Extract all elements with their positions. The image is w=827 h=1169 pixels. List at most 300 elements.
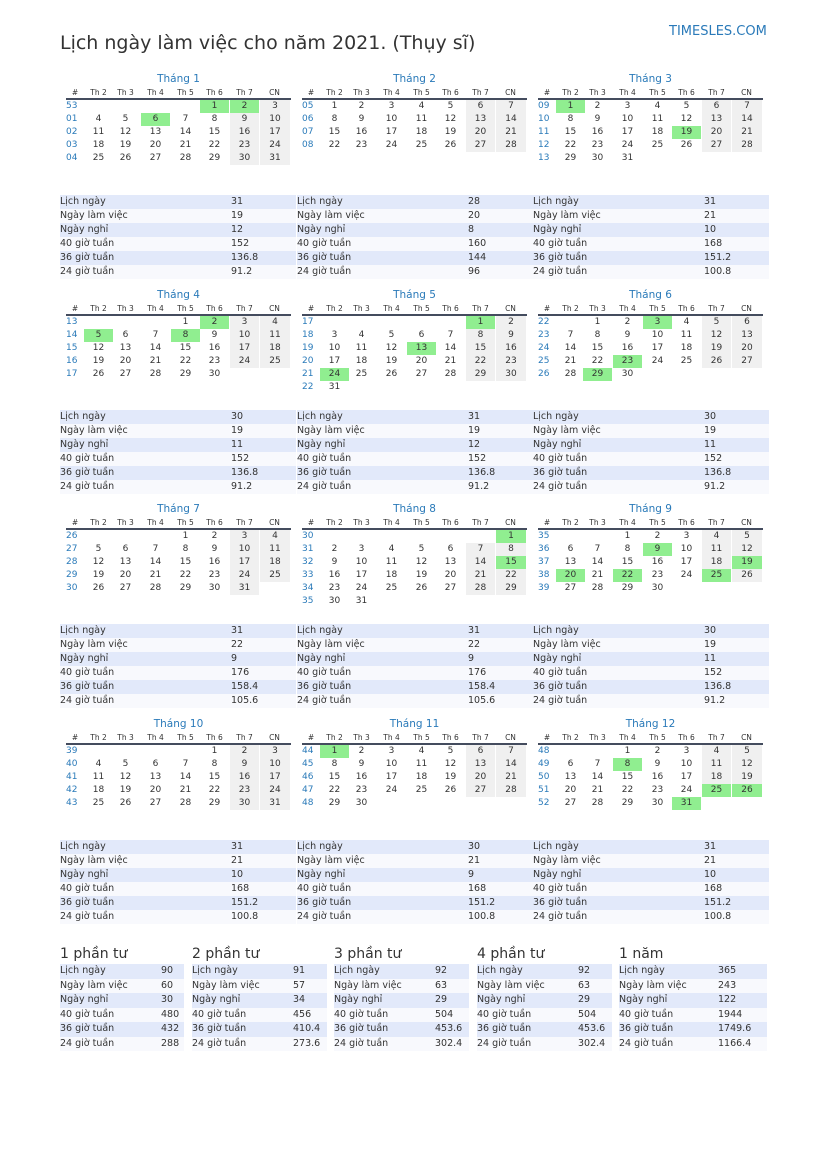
day-cell[interactable]: 13	[149, 772, 162, 782]
day-cell[interactable]	[672, 582, 701, 595]
day-cell[interactable]: 16	[496, 342, 526, 355]
day-cell[interactable]: 9	[624, 330, 631, 340]
day-cell[interactable]	[732, 797, 762, 810]
day-cell[interactable]: 7	[447, 330, 454, 340]
day-cell[interactable]: 6	[152, 759, 159, 769]
day-cell[interactable]: 20	[119, 570, 132, 580]
day-cell[interactable]: 18	[651, 127, 664, 137]
day-cell[interactable]: 23	[591, 140, 604, 150]
day-cell[interactable]: 23	[355, 140, 368, 150]
day-cell[interactable]: 14	[179, 127, 192, 137]
day-cell[interactable]: 19	[119, 785, 132, 795]
day-cell[interactable]: 13	[702, 113, 731, 126]
day-cell[interactable]: 25	[415, 785, 428, 795]
day-cell[interactable]: 22	[466, 355, 495, 368]
day-cell[interactable]: 16	[328, 570, 341, 580]
day-cell[interactable]: 7	[732, 100, 762, 113]
day-cell[interactable]: 17	[385, 127, 398, 137]
day-cell[interactable]: 29	[208, 153, 221, 163]
day-cell[interactable]: 2	[654, 531, 661, 541]
day-cell[interactable]: 28	[496, 784, 526, 797]
day-cell[interactable]: 18	[260, 556, 290, 569]
day-cell[interactable]: 30	[328, 596, 341, 606]
day-cell[interactable]: 11	[415, 114, 428, 124]
day-cell[interactable]: 29	[564, 153, 577, 163]
day-cell[interactable]: 13	[119, 343, 132, 353]
day-cell[interactable]	[732, 152, 762, 165]
day-cell[interactable]	[732, 582, 762, 595]
day-cell[interactable]: 5	[95, 544, 102, 554]
day-cell[interactable]: 6	[447, 544, 454, 554]
day-cell[interactable]: 25	[92, 798, 105, 808]
day-cell[interactable]: 30	[355, 798, 368, 808]
day-cell[interactable]: 26	[444, 140, 457, 150]
day-cell[interactable]: 10	[680, 544, 693, 554]
day-cell[interactable]: 19	[92, 570, 105, 580]
day-cell[interactable]: 24	[651, 356, 664, 366]
day-cell[interactable]: 19	[702, 342, 731, 355]
day-cell[interactable]: 4	[702, 745, 731, 758]
day-cell[interactable]: 27	[149, 153, 162, 163]
day-cell[interactable]: 15	[179, 343, 192, 353]
day-cell[interactable]: 10	[355, 557, 368, 567]
day-cell[interactable]	[111, 100, 140, 113]
day-cell[interactable]	[377, 595, 406, 608]
day-cell[interactable]: 16	[355, 127, 368, 137]
holiday-day-cell[interactable]: 26	[732, 784, 762, 797]
day-cell[interactable]	[643, 368, 672, 381]
day-cell[interactable]: 18	[385, 570, 398, 580]
day-cell[interactable]: 16	[230, 771, 259, 784]
day-cell[interactable]: 14	[149, 557, 162, 567]
day-cell[interactable]: 6	[122, 544, 129, 554]
day-cell[interactable]: 21	[591, 785, 604, 795]
day-cell[interactable]: 25	[355, 369, 368, 379]
day-cell[interactable]: 27	[564, 583, 577, 593]
day-cell[interactable]: 21	[149, 356, 162, 366]
day-cell[interactable]	[111, 530, 140, 543]
day-cell[interactable]: 26	[385, 369, 398, 379]
day-cell[interactable]	[347, 381, 376, 394]
day-cell[interactable]: 8	[496, 543, 526, 556]
day-cell[interactable]: 10	[260, 758, 290, 771]
day-cell[interactable]: 9	[358, 759, 365, 769]
holiday-day-cell[interactable]: 3	[643, 316, 672, 329]
day-cell[interactable]: 8	[624, 544, 631, 554]
day-cell[interactable]	[496, 797, 526, 810]
holiday-day-cell[interactable]: 20	[556, 569, 585, 582]
day-cell[interactable]: 20	[466, 771, 495, 784]
day-cell[interactable]	[141, 745, 170, 758]
day-cell[interactable]: 2	[624, 317, 631, 327]
day-cell[interactable]	[260, 582, 290, 595]
day-cell[interactable]: 3	[388, 746, 395, 756]
day-cell[interactable]: 26	[680, 140, 693, 150]
holiday-day-cell[interactable]: 1	[556, 100, 585, 113]
day-cell[interactable]: 2	[654, 746, 661, 756]
day-cell[interactable]: 19	[444, 772, 457, 782]
day-cell[interactable]: 20	[564, 785, 577, 795]
day-cell[interactable]: 20	[149, 785, 162, 795]
day-cell[interactable]: 2	[331, 544, 338, 554]
day-cell[interactable]: 25	[92, 153, 105, 163]
day-cell[interactable]	[732, 368, 762, 381]
day-cell[interactable]: 6	[567, 544, 574, 554]
day-cell[interactable]: 22	[328, 785, 341, 795]
day-cell[interactable]	[702, 797, 731, 810]
day-cell[interactable]: 29	[328, 798, 341, 808]
day-cell[interactable]: 11	[92, 772, 105, 782]
day-cell[interactable]: 22	[591, 356, 604, 366]
holiday-day-cell[interactable]: 19	[732, 556, 762, 569]
day-cell[interactable]: 4	[95, 759, 102, 769]
day-cell[interactable]	[141, 530, 170, 543]
day-cell[interactable]: 27	[119, 583, 132, 593]
day-cell[interactable]: 18	[415, 127, 428, 137]
day-cell[interactable]: 12	[119, 772, 132, 782]
day-cell[interactable]: 10	[680, 759, 693, 769]
holiday-day-cell[interactable]: 1	[496, 530, 526, 543]
day-cell[interactable]: 23	[230, 139, 259, 152]
day-cell[interactable]: 17	[355, 570, 368, 580]
day-cell[interactable]: 12	[732, 543, 762, 556]
day-cell[interactable]: 16	[651, 557, 664, 567]
day-cell[interactable]: 15	[591, 343, 604, 353]
day-cell[interactable]	[347, 530, 376, 543]
day-cell[interactable]	[171, 745, 200, 758]
day-cell[interactable]: 15	[621, 557, 634, 567]
day-cell[interactable]: 13	[564, 772, 577, 782]
day-cell[interactable]: 20	[466, 126, 495, 139]
day-cell[interactable]: 11	[415, 759, 428, 769]
day-cell[interactable]: 2	[358, 746, 365, 756]
day-cell[interactable]	[320, 316, 349, 329]
day-cell[interactable]: 8	[594, 330, 601, 340]
day-cell[interactable]: 12	[680, 114, 693, 124]
day-cell[interactable]: 1	[331, 101, 338, 111]
day-cell[interactable]	[556, 316, 585, 329]
day-cell[interactable]: 11	[651, 114, 664, 124]
day-cell[interactable]: 5	[122, 759, 129, 769]
day-cell[interactable]: 21	[466, 569, 495, 582]
day-cell[interactable]	[436, 797, 465, 810]
day-cell[interactable]: 3	[388, 101, 395, 111]
day-cell[interactable]: 16	[591, 127, 604, 137]
day-cell[interactable]: 10	[230, 329, 259, 342]
day-cell[interactable]: 8	[331, 759, 338, 769]
day-cell[interactable]: 22	[179, 570, 192, 580]
day-cell[interactable]: 14	[591, 557, 604, 567]
day-cell[interactable]: 24	[621, 140, 634, 150]
day-cell[interactable]	[466, 381, 495, 394]
day-cell[interactable]	[466, 797, 495, 810]
day-cell[interactable]: 29	[179, 583, 192, 593]
day-cell[interactable]: 14	[732, 113, 762, 126]
day-cell[interactable]: 23	[496, 355, 526, 368]
day-cell[interactable]: 9	[331, 557, 338, 567]
day-cell[interactable]: 31	[260, 797, 290, 810]
day-cell[interactable]: 18	[702, 556, 731, 569]
day-cell[interactable]: 3	[683, 531, 690, 541]
day-cell[interactable]: 4	[418, 101, 425, 111]
day-cell[interactable]: 6	[122, 330, 129, 340]
day-cell[interactable]: 3	[230, 530, 259, 543]
day-cell[interactable]: 7	[182, 114, 189, 124]
day-cell[interactable]: 12	[415, 557, 428, 567]
day-cell[interactable]: 4	[260, 530, 290, 543]
day-cell[interactable]: 31	[230, 582, 259, 595]
day-cell[interactable]: 24	[230, 355, 259, 368]
day-cell[interactable]	[556, 530, 585, 543]
day-cell[interactable]: 13	[149, 127, 162, 137]
day-cell[interactable]: 21	[496, 126, 526, 139]
day-cell[interactable]: 30	[208, 369, 221, 379]
day-cell[interactable]	[230, 368, 259, 381]
holiday-day-cell[interactable]: 13	[407, 342, 436, 355]
day-cell[interactable]: 21	[179, 785, 192, 795]
day-cell[interactable]: 28	[496, 139, 526, 152]
day-cell[interactable]: 8	[182, 544, 189, 554]
day-cell[interactable]: 1	[211, 746, 218, 756]
day-cell[interactable]: 31	[328, 382, 341, 392]
day-cell[interactable]: 27	[466, 139, 495, 152]
day-cell[interactable]: 15	[328, 127, 341, 137]
day-cell[interactable]: 22	[208, 785, 221, 795]
day-cell[interactable]: 13	[119, 557, 132, 567]
day-cell[interactable]: 3	[624, 101, 631, 111]
day-cell[interactable]: 28	[591, 583, 604, 593]
day-cell[interactable]	[407, 595, 436, 608]
day-cell[interactable]: 22	[328, 140, 341, 150]
day-cell[interactable]: 12	[92, 557, 105, 567]
day-cell[interactable]: 25	[415, 140, 428, 150]
day-cell[interactable]	[111, 745, 140, 758]
holiday-day-cell[interactable]: 1	[466, 316, 495, 329]
day-cell[interactable]: 27	[119, 369, 132, 379]
day-cell[interactable]	[436, 316, 465, 329]
day-cell[interactable]: 7	[496, 745, 526, 758]
day-cell[interactable]: 24	[230, 569, 259, 582]
holiday-day-cell[interactable]: 9	[643, 543, 672, 556]
day-cell[interactable]: 18	[355, 356, 368, 366]
holiday-day-cell[interactable]: 23	[613, 355, 642, 368]
day-cell[interactable]: 5	[447, 101, 454, 111]
day-cell[interactable]: 12	[444, 114, 457, 124]
day-cell[interactable]: 12	[119, 127, 132, 137]
day-cell[interactable]: 4	[702, 530, 731, 543]
day-cell[interactable]: 25	[651, 140, 664, 150]
day-cell[interactable]: 11	[702, 543, 731, 556]
day-cell[interactable]: 27	[466, 784, 495, 797]
day-cell[interactable]: 20	[149, 140, 162, 150]
day-cell[interactable]: 10	[230, 543, 259, 556]
day-cell[interactable]: 2	[594, 101, 601, 111]
day-cell[interactable]: 25	[680, 356, 693, 366]
day-cell[interactable]: 25	[260, 355, 290, 368]
day-cell[interactable]: 13	[444, 557, 457, 567]
day-cell[interactable]	[436, 381, 465, 394]
day-cell[interactable]	[496, 381, 526, 394]
day-cell[interactable]: 14	[444, 343, 457, 353]
day-cell[interactable]: 18	[260, 342, 290, 355]
day-cell[interactable]: 12	[385, 343, 398, 353]
day-cell[interactable]: 5	[418, 544, 425, 554]
day-cell[interactable]: 1	[594, 317, 601, 327]
day-cell[interactable]: 4	[418, 746, 425, 756]
day-cell[interactable]: 30	[496, 368, 526, 381]
day-cell[interactable]: 14	[149, 343, 162, 353]
day-cell[interactable]	[702, 368, 731, 381]
day-cell[interactable]: 21	[732, 126, 762, 139]
day-cell[interactable]: 25	[260, 569, 290, 582]
day-cell[interactable]	[702, 152, 731, 165]
day-cell[interactable]: 30	[651, 798, 664, 808]
day-cell[interactable]: 18	[92, 140, 105, 150]
day-cell[interactable]: 18	[415, 772, 428, 782]
day-cell[interactable]: 13	[466, 113, 495, 126]
day-cell[interactable]: 2	[230, 745, 259, 758]
day-cell[interactable]: 27	[415, 369, 428, 379]
day-cell[interactable]	[496, 595, 526, 608]
day-cell[interactable]: 16	[230, 126, 259, 139]
day-cell[interactable]: 17	[260, 771, 290, 784]
day-cell[interactable]: 20	[702, 126, 731, 139]
day-cell[interactable]: 5	[732, 530, 762, 543]
day-cell[interactable]	[672, 152, 701, 165]
day-cell[interactable]: 15	[179, 557, 192, 567]
day-cell[interactable]: 9	[496, 329, 526, 342]
day-cell[interactable]: 8	[331, 114, 338, 124]
day-cell[interactable]: 16	[621, 343, 634, 353]
holiday-day-cell[interactable]: 8	[171, 329, 200, 342]
day-cell[interactable]: 4	[683, 317, 690, 327]
day-cell[interactable]: 28	[466, 582, 495, 595]
day-cell[interactable]: 13	[466, 758, 495, 771]
day-cell[interactable]: 16	[208, 557, 221, 567]
day-cell[interactable]: 30	[621, 369, 634, 379]
day-cell[interactable]: 29	[466, 368, 495, 381]
day-cell[interactable]: 20	[119, 356, 132, 366]
day-cell[interactable]: 15	[208, 127, 221, 137]
day-cell[interactable]: 19	[119, 140, 132, 150]
day-cell[interactable]: 26	[444, 785, 457, 795]
day-cell[interactable]: 17	[260, 126, 290, 139]
day-cell[interactable]: 19	[92, 356, 105, 366]
day-cell[interactable]: 10	[385, 114, 398, 124]
day-cell[interactable]	[407, 530, 436, 543]
day-cell[interactable]: 21	[591, 570, 604, 580]
day-cell[interactable]: 8	[466, 329, 495, 342]
day-cell[interactable]: 17	[680, 772, 693, 782]
day-cell[interactable]: 30	[651, 583, 664, 593]
day-cell[interactable]: 9	[211, 330, 218, 340]
day-cell[interactable]: 14	[591, 772, 604, 782]
day-cell[interactable]: 3	[331, 330, 338, 340]
day-cell[interactable]: 26	[119, 153, 132, 163]
day-cell[interactable]: 9	[594, 114, 601, 124]
day-cell[interactable]: 6	[466, 745, 495, 758]
day-cell[interactable]: 28	[149, 583, 162, 593]
day-cell[interactable]	[141, 316, 170, 329]
day-cell[interactable]: 17	[651, 343, 664, 353]
day-cell[interactable]	[111, 316, 140, 329]
day-cell[interactable]: 13	[564, 557, 577, 567]
day-cell[interactable]: 1	[182, 531, 189, 541]
day-cell[interactable]: 4	[260, 316, 290, 329]
day-cell[interactable]: 22	[564, 140, 577, 150]
day-cell[interactable]: 26	[92, 369, 105, 379]
day-cell[interactable]	[171, 100, 200, 113]
day-cell[interactable]: 24	[680, 785, 693, 795]
day-cell[interactable]	[407, 316, 436, 329]
day-cell[interactable]: 21	[496, 771, 526, 784]
day-cell[interactable]: 29	[621, 798, 634, 808]
day-cell[interactable]: 29	[496, 582, 526, 595]
day-cell[interactable]: 27	[702, 139, 731, 152]
day-cell[interactable]: 23	[355, 785, 368, 795]
day-cell[interactable]: 26	[119, 798, 132, 808]
day-cell[interactable]: 29	[179, 369, 192, 379]
day-cell[interactable]: 7	[152, 544, 159, 554]
day-cell[interactable]: 3	[358, 544, 365, 554]
holiday-day-cell[interactable]: 31	[672, 797, 701, 810]
day-cell[interactable]: 24	[385, 140, 398, 150]
day-cell[interactable]: 8	[211, 759, 218, 769]
day-cell[interactable]: 18	[680, 343, 693, 353]
day-cell[interactable]	[377, 530, 406, 543]
day-cell[interactable]: 16	[208, 343, 221, 353]
day-cell[interactable]: 5	[702, 316, 731, 329]
day-cell[interactable]: 4	[358, 330, 365, 340]
day-cell[interactable]: 6	[702, 100, 731, 113]
day-cell[interactable]: 15	[328, 772, 341, 782]
day-cell[interactable]: 1	[182, 317, 189, 327]
day-cell[interactable]: 7	[496, 100, 526, 113]
day-cell[interactable]: 22	[496, 569, 526, 582]
day-cell[interactable]: 10	[328, 343, 341, 353]
holiday-day-cell[interactable]: 2	[200, 316, 229, 329]
day-cell[interactable]: 5	[122, 114, 129, 124]
holiday-day-cell[interactable]: 25	[702, 784, 731, 797]
day-cell[interactable]: 3	[260, 100, 290, 113]
day-cell[interactable]: 4	[95, 114, 102, 124]
day-cell[interactable]: 2	[211, 531, 218, 541]
day-cell[interactable]: 28	[732, 139, 762, 152]
day-cell[interactable]: 9	[358, 114, 365, 124]
day-cell[interactable]: 31	[621, 153, 634, 163]
day-cell[interactable]	[583, 745, 612, 758]
day-cell[interactable]	[377, 381, 406, 394]
day-cell[interactable]: 14	[564, 343, 577, 353]
day-cell[interactable]	[347, 316, 376, 329]
day-cell[interactable]	[377, 797, 406, 810]
day-cell[interactable]: 6	[567, 759, 574, 769]
day-cell[interactable]: 19	[385, 356, 398, 366]
day-cell[interactable]: 28	[444, 369, 457, 379]
day-cell[interactable]: 2	[358, 101, 365, 111]
day-cell[interactable]: 23	[208, 570, 221, 580]
day-cell[interactable]: 28	[179, 153, 192, 163]
day-cell[interactable]: 22	[179, 356, 192, 366]
day-cell[interactable]: 11	[260, 543, 290, 556]
day-cell[interactable]: 27	[444, 583, 457, 593]
day-cell[interactable]: 24	[680, 570, 693, 580]
day-cell[interactable]: 10	[385, 759, 398, 769]
day-cell[interactable]: 20	[444, 570, 457, 580]
day-cell[interactable]: 7	[152, 330, 159, 340]
holiday-day-cell[interactable]: 22	[613, 569, 642, 582]
day-cell[interactable]: 28	[564, 369, 577, 379]
